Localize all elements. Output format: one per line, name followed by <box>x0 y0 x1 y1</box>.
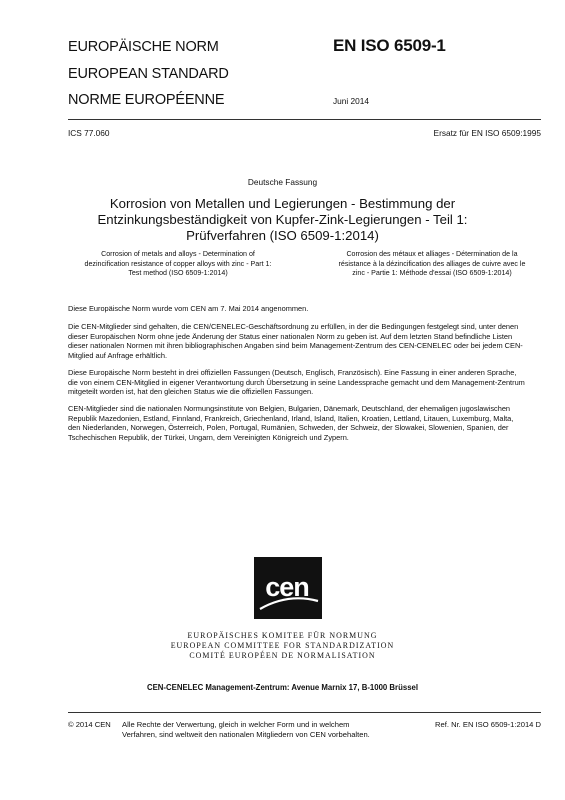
paragraph-line: Diese Europäische Norm besteht in drei offiziellen Fassungen (Deutsch, Englisch, Französisch). Eine Fassung in einer anderen Sprache, <box>68 368 517 377</box>
paragraph-line: Mitglied auf Anfrage erhältlich. <box>68 350 168 360</box>
title-fr-line-1: Corrosion des métaux et alliages - Détermination de la <box>346 250 518 258</box>
cen-name-de: EUROPÄISCHES KOMITEE FÜR NORMUNG <box>187 631 378 640</box>
title-de-line-1: Korrosion von Metallen und Legierungen - Bestimmung der <box>109 196 456 211</box>
cen-logo-graphic <box>254 557 322 619</box>
paragraph-line: mitgeteilt worden ist, hat den gleichen Status wie die offiziellen Fassungen. <box>68 387 314 397</box>
paragraph-line: die von einem CEN-Mitglied in eigener Verantwortung durch Übersetzung in seine Landessprache gemacht und dem Management-Zentrum <box>68 377 525 387</box>
paragraph-regulations <box>68 322 548 360</box>
title-de-line-2: Entzinkungsbeständigkeit von Kupfer-Zink-Legierungen - Teil 1: <box>97 212 468 227</box>
paragraph-line: Republik Mazedonien, Estland, Finnland, Frankreich, Griechenland, Irland, Island, Italien, Kroatien, Lettland, Litauen, Luxemburg, Malta, <box>68 413 514 423</box>
title-fr-line-3: zinc - Partie 1: Méthode d'essai (ISO 6509-1:2014) <box>352 269 512 278</box>
paragraph-versions <box>68 368 548 397</box>
cen-name-fr: COMITÉ EUROPÉEN DE NORMALISATION <box>189 651 376 660</box>
cen-name-en: EUROPEAN COMMITTEE FOR STANDARDIZATION <box>170 641 395 650</box>
document-title-en <box>68 250 288 279</box>
supersedes-note: Ersatz für EN ISO 6509:1995 <box>433 128 541 138</box>
paragraph-line: dieser Europäischen Norm ohne jede Änderung der Status einer nationalen Norm zu geben ist. Auf dem letzten Stand befindliche Listen <box>68 331 513 341</box>
paragraph-line: Diese Europäische Norm wurde vom CEN am 7. Mai 2014 angenommen. <box>68 304 309 313</box>
document-number: EN ISO 6509-1 <box>333 36 446 55</box>
paragraph-line: dieser nationalen Normen mit ihren bibliographischen Angaben sind beim Management-Zentrum des CEN-CENELEC oder bei jedem CEN- <box>68 341 523 351</box>
publication-date: Juni 2014 <box>333 96 369 106</box>
cen-logo <box>254 557 322 619</box>
cen-logo-wordmark: cen <box>265 572 309 602</box>
ics-code: ICS 77.060 <box>68 128 110 138</box>
title-en-line-3: Test method (ISO 6509-1:2014) <box>128 269 228 278</box>
management-centre-address: CEN-CENELEC Management-Zentrum: Avenue Marnix 17, B-1000 Brüssel <box>146 683 419 692</box>
paragraph-members <box>68 404 548 442</box>
document-title-de <box>60 196 505 244</box>
paragraph-line: CEN-Mitglieder sind die nationalen Normungsinstitute von Belgien, Bulgarien, Dänemark, Deutschland, der ehemaligen jugoslawischen <box>68 404 511 413</box>
title-de-line-3: Prüfverfahren (ISO 6509-1:2014) <box>186 228 379 243</box>
standard-name-en: EUROPEAN STANDARD <box>68 65 229 82</box>
rights-notice <box>122 720 392 739</box>
title-en-line-2: dezincification resistance of copper alloys with zinc - Part 1: <box>84 259 272 268</box>
reference-number: Ref. Nr. EN ISO 6509-1:2014 D <box>435 720 541 729</box>
paragraph-line: Die CEN-Mitglieder sind gehalten, die CEN/CENELEC-Geschäftsordnung zu erfüllen, in der die Bedingungen festgelegt sind, unter denen <box>68 322 519 331</box>
version-label: Deutsche Fassung <box>247 177 318 187</box>
standard-name-de: EUROPÄISCHE NORM <box>68 39 219 55</box>
cen-committee-names <box>0 631 565 661</box>
paragraph-line: Tschechischen Republik, der Türkei, Ungarn, dem Vereinigten Königreich und Zypern. <box>68 432 349 442</box>
title-fr-line-2: résistance à la dézincification des alliages de cuivre avec le <box>338 259 526 268</box>
paragraph-line: den Niederlanden, Norwegen, Österreich, Polen, Portugal, Rumänien, Schweden, der Schweiz, der Slowakei, Slowenien, Spanien, der <box>68 423 509 433</box>
standard-names <box>68 34 229 114</box>
footer-divider <box>68 712 541 713</box>
header-divider <box>68 119 541 120</box>
standard-name-fr: NORME EUROPÉENNE <box>68 92 225 108</box>
rights-line: Alle Rechte der Verwertung, gleich in welcher Form und in welchem <box>122 720 350 729</box>
document-title-fr <box>318 250 546 279</box>
rights-line: Verfahren, sind weltweit den nationalen Mitgliedern von CEN vorbehalten. <box>122 729 370 739</box>
title-en-line-1: Corrosion of metals and alloys - Determination of <box>101 250 255 258</box>
copyright-notice: © 2014 CEN <box>68 720 111 729</box>
paragraph-adoption <box>68 304 548 314</box>
